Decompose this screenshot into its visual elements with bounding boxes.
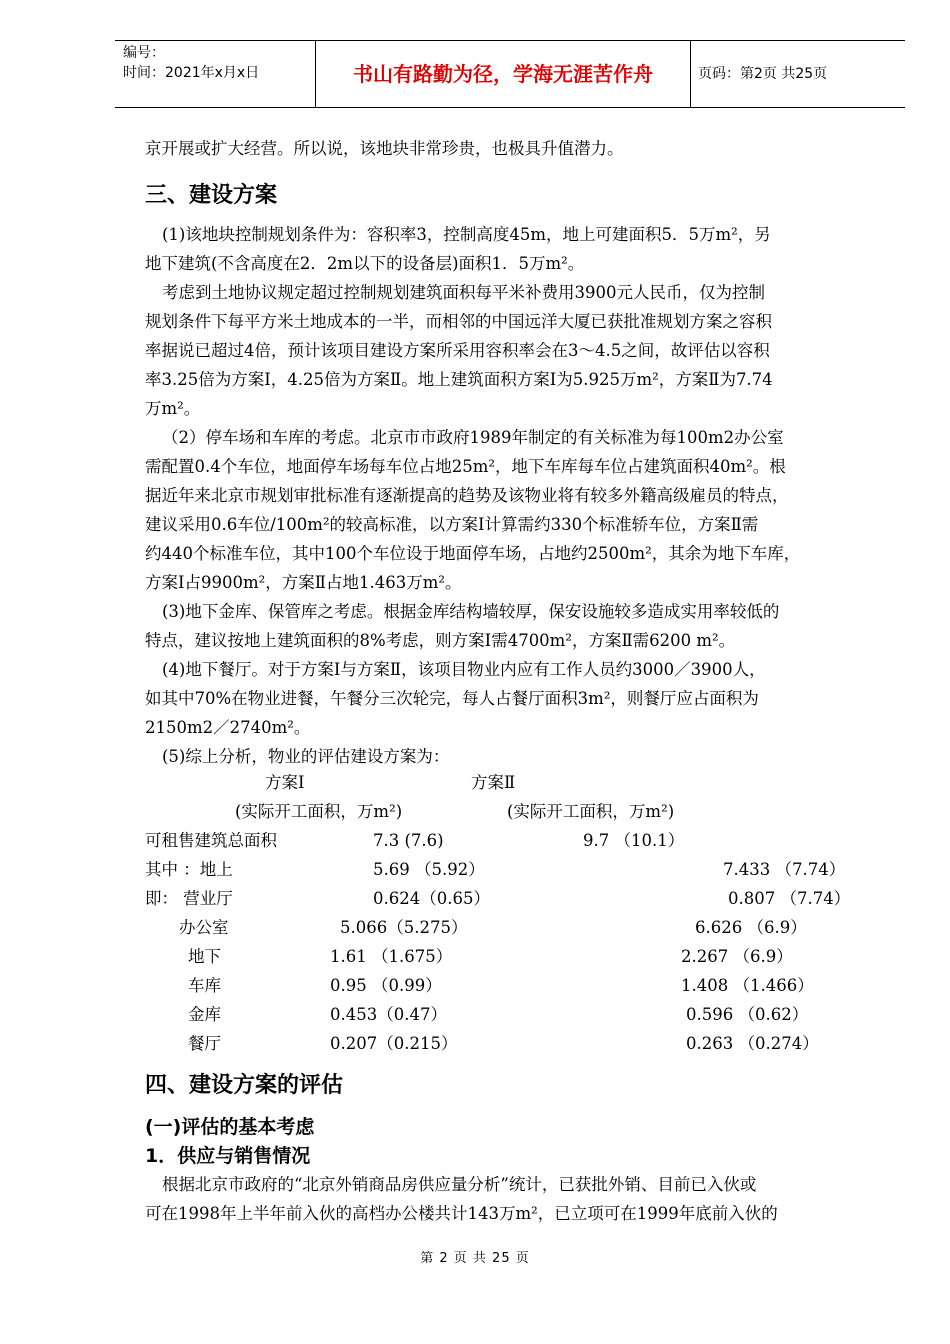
paragraph-3-line-1: （2）停车场和车库的考虑。北京市市政府1989年制定的有关标准为每100m2办公室 <box>162 428 784 447</box>
paragraph-2-line-5: 万m²。 <box>145 399 201 418</box>
table-col2-head: 方案Ⅱ <box>471 773 516 792</box>
table-row-v2: 7.433 （7.74） <box>723 860 846 879</box>
table-row-label: 金库 <box>188 1005 221 1024</box>
table-row-v1: 0.453（0.47） <box>330 1005 447 1024</box>
page-header <box>115 40 905 108</box>
paragraph-7-line-1: 根据北京市政府的“北京外销商品房供应量分析”统计，已获批外销、目前已入伙或 <box>162 1175 757 1194</box>
paragraph-3-line-3: 据近年来北京市规划审批标准有逐渐提高的趋势及该物业将有较多外籍高级雇员的特点， <box>145 486 789 505</box>
table-col1-sub: (实际开工面积，万m²) <box>235 802 403 821</box>
subsection-1-1-title: 1．供应与销售情况 <box>145 1145 311 1167</box>
paragraph-3-line-5: 约440个标准车位，其中100个车位设于地面停车场，占地约2500m²，其余为地下车库， <box>145 544 801 563</box>
paragraph-5-line-1: (4)地下餐厅。对于方案I与方案Ⅱ，该项目物业内应有工作人员约3000／3900人， <box>162 660 766 679</box>
table-col2-sub: (实际开工面积，万m²) <box>507 802 675 821</box>
table-row-label: 地下 <box>188 947 221 966</box>
table-row-v2: 9.7 （10.1） <box>583 831 685 850</box>
table-row-v2: 1.408 （1.466） <box>681 976 814 995</box>
header-motto: 书山有路勤为径，学海无涯苦作舟 <box>315 41 691 107</box>
header-code-label: 编号： <box>123 45 165 61</box>
table-row-label: 餐厅 <box>188 1034 221 1053</box>
paragraph-5-line-3: 2150m2／2740m²。 <box>145 718 311 737</box>
table-row-label: 即： 营业厅 <box>145 889 233 908</box>
subsection-1-title: (一)评估的基本考虑 <box>145 1116 315 1138</box>
paragraph-2-line-1: 考虑到土地协议规定超过控制规划建筑面积每平米补费用3900元人民币，仅为控制 <box>162 283 765 302</box>
table-col1-head: 方案I <box>265 773 305 792</box>
table-row-v1: 1.61 （1.675） <box>330 947 453 966</box>
table-row-v2: 6.626 （6.9） <box>695 918 807 937</box>
table-row-v1: 0.207（0.215） <box>330 1034 458 1053</box>
paragraph-7-line-2: 可在1998年上半年前入伙的高档办公楼共计143万m²，已立项可在1999年底前入伙的 <box>145 1204 778 1223</box>
table-row-label: 可租售建筑总面积 <box>145 831 277 850</box>
paragraph-6: (5)综上分析，物业的评估建设方案为： <box>162 747 450 766</box>
table-row-v2: 0.263 （0.274） <box>686 1034 819 1053</box>
table-row-v1: 7.3 (7.6) <box>373 831 444 850</box>
table-row-label: 车库 <box>188 976 221 995</box>
page-footer: 第 2 页 共 25 页 <box>420 1251 530 1266</box>
header-page-info: 页码：第2页 共25页 <box>698 66 828 82</box>
table-row-v2: 2.267 （6.9） <box>681 947 793 966</box>
paragraph-intro: 京开展或扩大经营。所以说，该地块非常珍贵，也极具升值潜力。 <box>145 139 624 158</box>
paragraph-2-line-2: 规划条件下每平方米土地成本的一半，而相邻的中国远洋大厦已获批准规划方案之容积 <box>145 312 772 331</box>
section-4-title: 四、建设方案的评估 <box>145 1073 344 1098</box>
header-meta <box>123 41 315 107</box>
paragraph-4-line-1: (3)地下金库、保管库之考虑。根据金库结构墙较厚，保安设施较多造成实用率较低的 <box>162 602 780 621</box>
paragraph-3-line-6: 方案Ⅰ占9900m²，方案Ⅱ占地1.463万m²。 <box>145 573 462 592</box>
table-row-v1: 0.95 （0.99） <box>330 976 442 995</box>
table-row-v2: 0.807 （7.74） <box>728 889 851 908</box>
paragraph-2-line-4: 率3.25倍为方案I，4.25倍为方案Ⅱ。地上建筑面积方案I为5.925万m²，方案Ⅱ为7.74 <box>145 370 773 389</box>
table-row-v2: 0.596 （0.62） <box>686 1005 809 1024</box>
table-row-v1: 5.066（5.275） <box>340 918 468 937</box>
paragraph-4-line-2: 特点，建议按地上建筑面积的8%考虑，则方案I需4700m²，方案Ⅱ需6200 m²。 <box>145 631 736 650</box>
paragraph-5-line-2: 如其中70%在物业进餐，午餐分三次轮完，每人占餐厅面积3m²，则餐厅应占面积为 <box>145 689 759 708</box>
table-row-v1: 0.624（0.65） <box>373 889 490 908</box>
table-row-v1: 5.69 （5.92） <box>373 860 485 879</box>
header-time-label: 时间：2021年x月x日 <box>123 65 260 81</box>
section-3-title: 三、建设方案 <box>145 183 278 208</box>
paragraph-3-line-4: 建议采用0.6车位/100m²的较高标准，以方案Ⅰ计算需约330个标准轿车位，方案Ⅱ需 <box>145 515 759 534</box>
paragraph-2-line-3: 率据说已超过4倍，预计该项目建设方案所采用容积率会在3～4.5之间，故评估以容积 <box>145 341 770 360</box>
paragraph-3-line-2: 需配置0.4个车位，地面停车场每车位占地25m²，地下车库每车位占建筑面积40m²。根 <box>145 457 786 476</box>
table-row-label: 其中 ：地上 <box>145 860 233 879</box>
paragraph-1-line-1: (1)该地块控制规划条件为：容积率3，控制高度45m，地上可建面积5．5万m²，另 <box>162 225 771 244</box>
table-row-label: 办公室 <box>179 918 229 937</box>
paragraph-1-line-2: 地下建筑(不含高度在2．2m以下的设备层)面积1．5万m²。 <box>145 254 585 273</box>
